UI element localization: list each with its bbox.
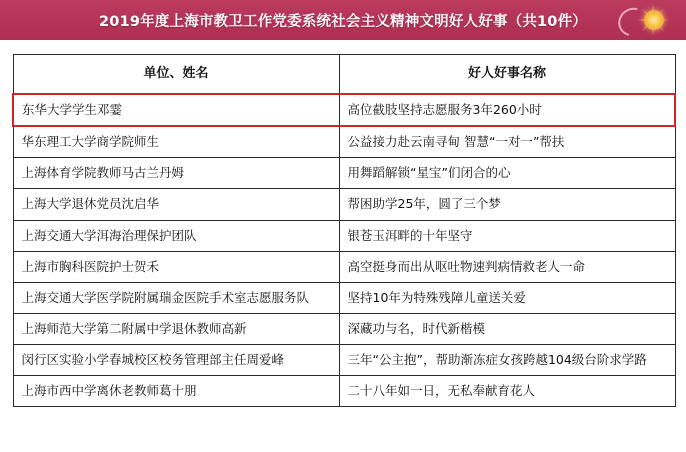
header-banner (0, 0, 686, 40)
cell-deed: 银苍玉洱畔的十年坚守 (339, 220, 675, 251)
table-header (13, 55, 675, 95)
table-container (0, 40, 686, 417)
cell-unit: 上海市西中学离休老教师葛十朋 (13, 376, 339, 407)
cell-unit: 上海大学退休党员沈启华 (13, 189, 339, 220)
column-header-unit: 单位、姓名 (13, 55, 339, 95)
table-row (13, 94, 675, 126)
table-row (13, 376, 675, 407)
cell-deed: 坚持10年为特殊残障儿童送关爱 (339, 282, 675, 313)
table-header-row (13, 55, 675, 95)
table-row (13, 126, 675, 158)
table-row (13, 313, 675, 344)
column-header-deed: 好人好事名称 (339, 55, 675, 95)
table-row (13, 158, 675, 189)
good-deeds-table (12, 54, 676, 407)
cell-unit: 上海师范大学第二附属中学退休教师高新 (13, 313, 339, 344)
cell-deed: 三年“公主抱”，帮助渐冻症女孩跨越104级台阶求学路 (339, 345, 675, 376)
cell-deed: 二十八年如一日，无私奉献育花人 (339, 376, 675, 407)
table-body (13, 94, 675, 407)
cell-unit: 东华大学学生邓霎 (13, 94, 339, 126)
table-row (13, 220, 675, 251)
cell-unit: 闵行区实验小学春城校区校务管理部主任周爱峰 (13, 345, 339, 376)
table-row (13, 345, 675, 376)
cell-deed: 深藏功与名，时代新楷模 (339, 313, 675, 344)
table-row (13, 282, 675, 313)
cell-unit: 上海体育学院教师马古兰丹姆 (13, 158, 339, 189)
cell-unit: 上海交通大学洱海治理保护团队 (13, 220, 339, 251)
cell-deed: 帮困助学25年，圆了三个梦 (339, 189, 675, 220)
cell-unit: 华东理工大学商学院师生 (13, 126, 339, 158)
cell-deed: 高空挺身而出从呕吐物速判病情救老人一命 (339, 251, 675, 282)
cell-deed: 用舞蹈解锁“星宝”们闭合的心 (339, 158, 675, 189)
cell-deed: 公益接力赴云南寻甸 智慧“一对一”帮扶 (339, 126, 675, 158)
page-title: 2019年度上海市教卫工作党委系统社会主义精神文明好人好事（共10件） (98, 13, 588, 30)
table-row (13, 251, 675, 282)
cell-unit: 上海市胸科医院护士贺禾 (13, 251, 339, 282)
cell-deed: 高位截肢坚持志愿服务3年260小时 (339, 94, 675, 126)
sunburst-ornament-icon (618, 2, 678, 38)
cell-unit: 上海交通大学医学院附属瑞金医院手术室志愿服务队 (13, 282, 339, 313)
table-row (13, 189, 675, 220)
